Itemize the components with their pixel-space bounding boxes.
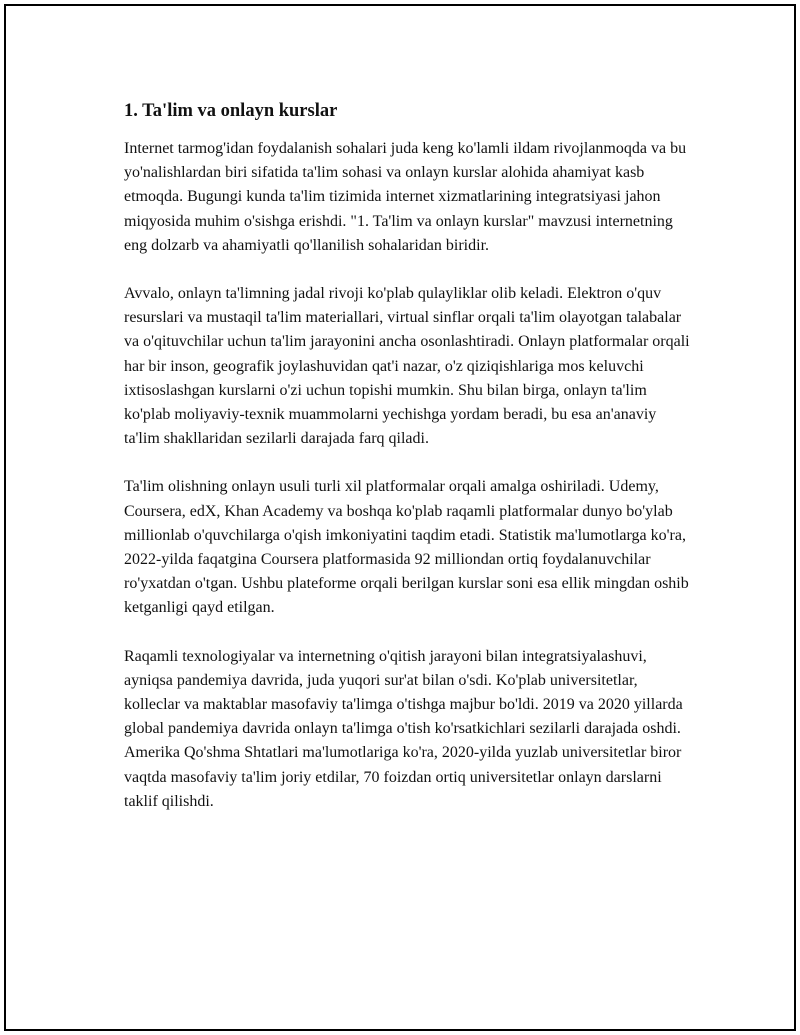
paragraph-2: Avvalo, onlayn ta'limning jadal rivoji ko'plab qulayliklar olib keladi. Elektron o'quv resurslari va mustaqil ta'lim materiallari, virtual sinflar orqali ta'lim olayotgan talabalar va o'qituvchilar uchun ta'lim jarayonini ancha osonlashtiradi. Onlayn platformalar orqali har bir inson, geografik joylashuvidan qat'i nazar, o'z qiziqishlariga mos keluvchi ixtisoslashgan kurslarni o'zi uchun topishi mumkin. Shu bilan birga, onlayn ta'lim ko'plab moliyaviy-texnik muammolarni yechishga yordam beradi, bu esa an'anaviy ta'lim shakllaridan sezilarli darajada farq qiladi. bbox=[124, 285, 690, 448]
paragraph-1: Internet tarmog'idan foydalanish sohalari juda keng ko'lamli ildam rivojlanmoqda va bu yo'nalishlardan biri sifatida ta'lim sohasi va onlayn kurslar alohida ahamiyat kasb etmoqda. Bugungi kunda ta'lim tizimida internet xizmatlarining integratsiyasi jahon miqyosida muhim o'sishga erishdi. "1. Ta'lim va onlayn kurslar" mavzusi internetning eng dolzarb va ahamiyatli qo'llanilish sohalaridan biridir. bbox=[124, 140, 687, 254]
paragraph-4: Raqamli texnologiyalar va internetning o'qitish jarayoni bilan integratsiyalashuvi, ayniqsa pandemiya davrida, juda yuqori sur'at bilan o'sdi. Ko'plab universitetlar, kolleclar va maktablar masofaviy ta'limga o'tishga majbur bo'ldi. 2019 va 2020 yillarda global pandemiya davrida onlayn ta'limga o'tish ko'rsatkichlari sezilarli darajada oshdi. Amerika Qo'shma Shtatlari ma'lumotlariga ko'ra, 2020-yilda yuzlab universitetlar biror vaqtda masofaviy ta'lim joriy etdilar, 70 foizdan ortiq universitetlar onlayn darslarni taklif qilishdi. bbox=[124, 647, 683, 810]
paragraph-3: Ta'lim olishning onlayn usuli turli xil platformalar orqali amalga oshiriladi. Udemy, Coursera, edX, Khan Academy va boshqa ko'plab raqamli platformalar dunyo bo'ylab millionlab o'quvchilarga o'qish imkoniyatini taqdim etadi. Statistik ma'lumotlarga ko'ra, 2022-yilda faqatgina Coursera platformasida 92 milliondan ortiq foydalanuvchilar ro'yxatdan o'tgan. Ushbu plateforme orqali berilgan kurslar soni esa ellik mingdan oshib ketganligi qayd etilgan. bbox=[124, 478, 689, 617]
document-body bbox=[124, 99, 694, 838]
section-title: 1. Ta'lim va onlayn kurslar bbox=[124, 101, 338, 121]
page-frame bbox=[4, 4, 796, 1031]
